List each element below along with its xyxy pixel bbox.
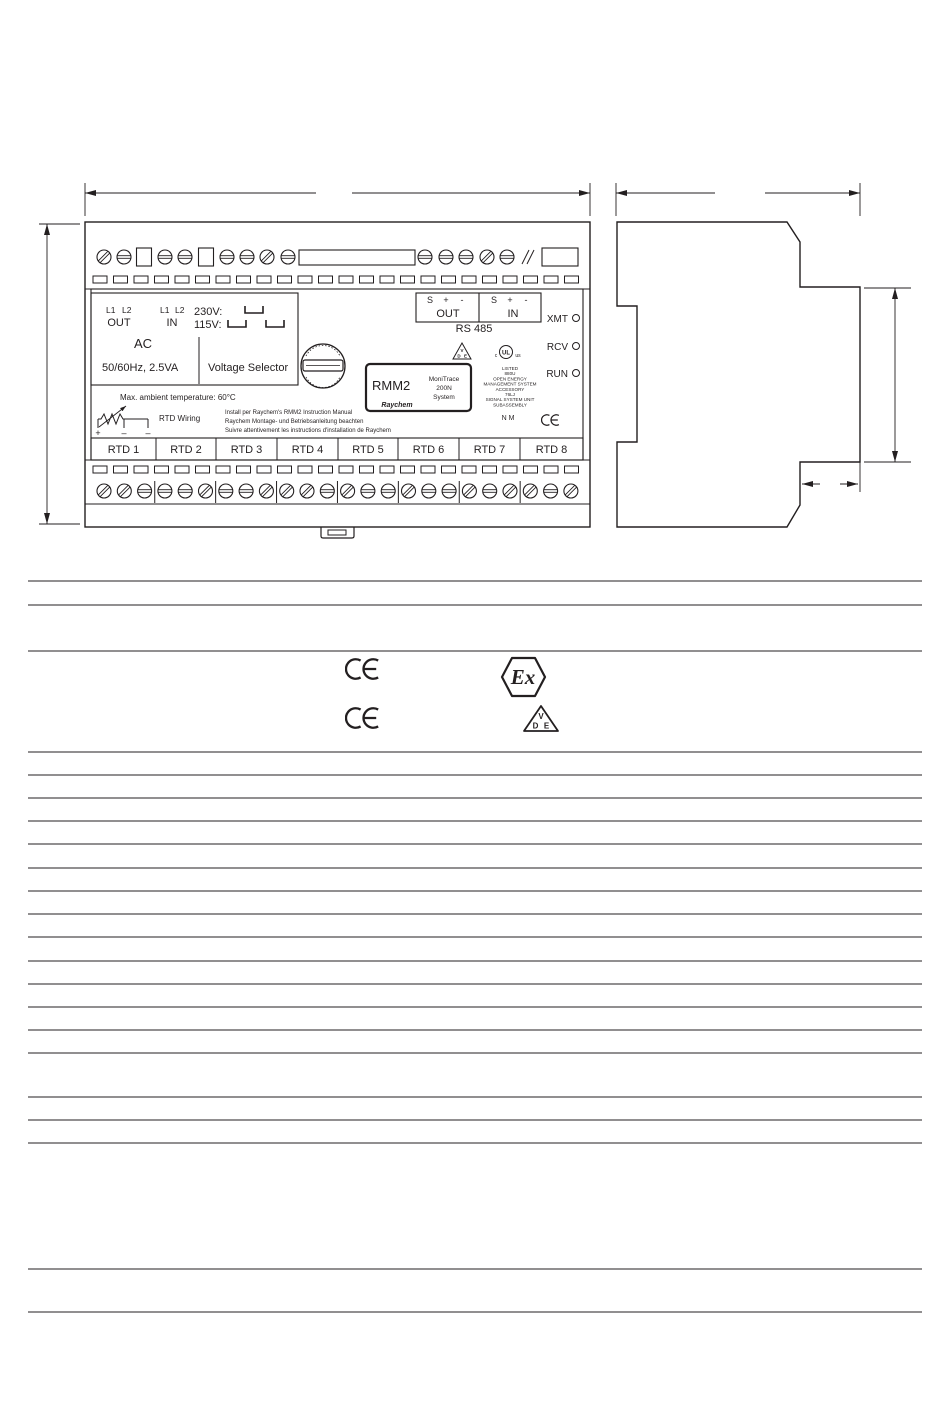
vde-letter: V xyxy=(460,348,464,353)
listing-line: 880U xyxy=(504,371,516,377)
marker-slot xyxy=(134,466,148,473)
rtd-channel-label: RTD 3 xyxy=(230,444,263,456)
front-view-drawing xyxy=(39,183,590,538)
system-line: 200N xyxy=(436,385,452,392)
terminal-screw-icon xyxy=(418,250,432,264)
terminal-screw-icon xyxy=(500,250,514,264)
terminal-blank-block xyxy=(137,248,152,266)
front-step-height-dimension xyxy=(864,288,911,462)
rtd-channel-label: RTD 2 xyxy=(170,444,202,456)
din-rail-clip xyxy=(321,527,354,538)
voltage-selector-label: Voltage Selector xyxy=(208,362,289,374)
marker-slot xyxy=(216,276,230,283)
bottom-terminal-row xyxy=(94,481,581,503)
terminal-screw-icon xyxy=(281,250,295,264)
rs485-in-pin: - xyxy=(524,295,528,305)
marker-slot xyxy=(134,276,148,283)
rs485-box xyxy=(416,293,541,335)
run-led-icon xyxy=(573,370,580,377)
ul-letters: UL xyxy=(502,350,510,357)
front-height-dimension xyxy=(39,224,80,524)
rtd-terminal-sign: – xyxy=(145,428,151,438)
vde-letter: E xyxy=(543,721,550,731)
ce-mark-icon xyxy=(346,659,378,679)
terminal-screw-icon xyxy=(219,484,233,498)
rtd-channel-label: RTD 8 xyxy=(535,444,568,456)
terminal-screw-icon xyxy=(196,481,216,501)
terminal-screw-icon xyxy=(422,484,436,498)
terminal-screw-icon xyxy=(399,481,419,501)
rs485-out-pin: - xyxy=(460,295,464,305)
terminal-screw-icon xyxy=(239,484,253,498)
listing-line: 76LJ xyxy=(505,392,515,397)
specification-table xyxy=(28,581,922,1312)
terminal-screw-icon xyxy=(240,250,254,264)
marker-slot xyxy=(462,276,476,283)
rcv-label: RCV xyxy=(546,342,568,353)
vde-mark-small-icon xyxy=(453,343,471,359)
terminal-screw-icon xyxy=(338,481,358,501)
rtd-terminal-sign: – xyxy=(121,428,127,438)
side-profile-outline xyxy=(617,222,860,527)
side-depth-dimension xyxy=(616,183,860,216)
terminal-screw-icon xyxy=(178,484,192,498)
listing-line: OPEN ENERGY xyxy=(493,376,527,382)
marker-slot xyxy=(155,276,169,283)
power-out-label: OUT xyxy=(107,317,131,329)
rcv-led-icon xyxy=(573,343,580,350)
listing-line: ACCESSORY xyxy=(495,386,525,392)
terminal-screw-icon xyxy=(94,481,114,501)
vde-letter: D xyxy=(457,353,461,359)
terminal-screw-icon xyxy=(561,481,581,501)
ul-c: c xyxy=(494,353,498,359)
marker-slot xyxy=(401,466,415,473)
marker-slot xyxy=(483,276,497,283)
marker-slot xyxy=(93,276,107,283)
listing-line: LISTED xyxy=(501,366,519,371)
marker-slot xyxy=(565,466,579,473)
marker-slot xyxy=(237,466,251,473)
install-note: Install per Raychem's RMM2 Instruction Manual xyxy=(225,410,353,416)
marker-slot xyxy=(544,276,558,283)
rs485-in-pin: S xyxy=(490,295,498,305)
terminal-screw-icon xyxy=(460,481,480,501)
rs485-out-label: OUT xyxy=(436,308,460,320)
marker-slot xyxy=(196,466,210,473)
marker-slot xyxy=(462,466,476,473)
marker-slot xyxy=(175,466,189,473)
marker-slot xyxy=(503,466,517,473)
marker-slot xyxy=(401,276,415,283)
terminal-screw-icon xyxy=(94,247,114,267)
marker-slot xyxy=(175,276,189,283)
rtd-channel-label: RTD 5 xyxy=(352,444,384,456)
marker-slot xyxy=(114,276,128,283)
side-view-drawing xyxy=(616,183,911,527)
terminal-screw-icon xyxy=(381,484,395,498)
rtd-wiring-label: RTD Wiring xyxy=(159,414,201,423)
ce-mark-icon xyxy=(542,415,559,426)
marker-slot xyxy=(237,276,251,283)
terminal-screw-icon xyxy=(158,250,172,264)
rs485-out-pin: S xyxy=(426,295,434,305)
marker-slot xyxy=(360,276,374,283)
marker-slot xyxy=(380,466,394,473)
marker-slot xyxy=(421,276,435,283)
marker-slot xyxy=(278,466,292,473)
marker-slot xyxy=(257,466,271,473)
run-label: RUN xyxy=(546,369,568,380)
rs485-in-label: IN xyxy=(507,308,519,320)
vde-mark-icon xyxy=(524,706,558,731)
terminal-screw-icon xyxy=(117,250,131,264)
rtd-channel-label: RTD 7 xyxy=(473,444,506,456)
marker-slot xyxy=(93,466,107,473)
rtd-terminal-sign: + xyxy=(95,428,101,438)
terminal-blank-block xyxy=(199,248,214,266)
bottom-marker-strip xyxy=(93,466,579,473)
rs485-in-pin: + xyxy=(507,295,513,305)
terminal-screw-icon xyxy=(257,247,277,267)
marker-slot xyxy=(257,276,271,283)
xmt-label: XMT xyxy=(546,314,568,325)
marker-slot xyxy=(278,276,292,283)
power-label-box xyxy=(91,293,298,385)
ambient-temperature-note: Max. ambient temperature: 60°C xyxy=(120,393,236,402)
vde-letter: D xyxy=(532,721,539,731)
marker-slot xyxy=(380,276,394,283)
rtd-channel-label: RTD 4 xyxy=(291,444,324,456)
power-rating: 50/60Hz, 2.5VA xyxy=(102,362,179,374)
power-in-label: IN xyxy=(166,317,178,329)
marker-slot xyxy=(339,276,353,283)
in-l1-label: L1 xyxy=(160,305,170,315)
top-terminal-block xyxy=(542,248,578,266)
ul-listing-mark-icon xyxy=(495,346,521,360)
voltage-230-label: 230V: xyxy=(194,306,223,318)
model-name: RMM2 xyxy=(372,378,411,393)
marker-slot xyxy=(442,276,456,283)
rtd-channel-label: RTD 6 xyxy=(412,444,445,456)
ac-label: AC xyxy=(133,336,153,351)
marker-slot xyxy=(544,466,558,473)
product-label xyxy=(366,364,471,411)
marker-slot xyxy=(196,276,210,283)
terminal-screw-icon xyxy=(361,484,375,498)
marker-slot xyxy=(319,466,333,473)
marker-slot xyxy=(114,466,128,473)
listing-text-block xyxy=(483,366,536,407)
marker-slot xyxy=(565,276,579,283)
double-slash-icon xyxy=(522,250,534,264)
system-line: MoniTrace xyxy=(428,376,460,383)
marker-slot xyxy=(155,466,169,473)
terminal-screw-icon xyxy=(114,481,134,501)
terminal-screw-icon xyxy=(500,481,520,501)
terminal-screw-icon xyxy=(483,484,497,498)
listing-line: SUBASSEMBLY xyxy=(493,402,527,408)
jumper-230-icon xyxy=(245,306,263,313)
terminal-screw-icon xyxy=(158,484,172,498)
front-step-depth-dimension xyxy=(802,462,860,492)
terminal-screw-icon xyxy=(459,250,473,264)
terminal-screw-icon xyxy=(257,481,277,501)
rs485-label: RS 485 xyxy=(455,323,493,335)
in-l2-label: L2 xyxy=(175,305,185,315)
marker-slot xyxy=(503,276,517,283)
marker-slot xyxy=(216,466,230,473)
marker-slot xyxy=(483,466,497,473)
out-l2-label: L2 xyxy=(122,305,132,315)
front-width-dimension xyxy=(85,183,590,216)
marker-slot xyxy=(421,466,435,473)
terminal-screw-icon xyxy=(477,247,497,267)
vde-letter: V xyxy=(538,712,544,721)
marker-slot xyxy=(319,276,333,283)
system-line: System xyxy=(433,394,455,401)
terminal-screw-icon xyxy=(178,250,192,264)
vde-letter: E xyxy=(463,353,468,359)
ex-mark-icon xyxy=(502,658,545,696)
terminal-screw-icon xyxy=(320,484,334,498)
rtd-wiring-symbol-icon xyxy=(95,406,150,438)
top-marker-strip xyxy=(93,276,579,283)
terminal-screw-icon xyxy=(520,481,540,501)
listing-line: MANAGEMENT SYSTEM xyxy=(483,381,537,387)
terminal-screw-icon xyxy=(220,250,234,264)
listing-line: SIGNAL SYSTEM UNIT xyxy=(485,397,535,403)
terminal-screw-icon xyxy=(297,481,317,501)
rtd-channel-label: RTD 1 xyxy=(107,444,140,456)
marker-slot xyxy=(442,466,456,473)
voltage-115-label: 115V: xyxy=(194,319,222,331)
terminal-screw-icon xyxy=(277,481,297,501)
brand-logo: Raychem xyxy=(381,402,413,409)
marker-slot xyxy=(524,466,538,473)
marker-slot xyxy=(339,466,353,473)
terminal-screw-icon xyxy=(544,484,558,498)
ul-us: us xyxy=(515,353,521,359)
out-l1-label: L1 xyxy=(106,305,116,315)
install-note: Suivre attentivement les instructions d'installation de Raychem xyxy=(225,428,391,434)
install-note: Raychem Montage- und Betriebsanleitung beachten xyxy=(225,419,364,425)
ce-mark-icon xyxy=(346,708,378,728)
marker-slot xyxy=(298,276,312,283)
nm-label: N M xyxy=(501,415,515,422)
rs485-out-pin: + xyxy=(443,295,449,305)
terminal-screw-icon xyxy=(442,484,456,498)
terminal-screw-icon xyxy=(138,484,152,498)
marker-slot xyxy=(298,466,312,473)
xmt-led-icon xyxy=(573,315,580,322)
terminal-screw-icon xyxy=(439,250,453,264)
voltage-selector-knob-icon xyxy=(301,344,345,388)
rtd-channel-row xyxy=(91,438,583,460)
status-indicators xyxy=(546,314,579,380)
ex-mark-letters: Ex xyxy=(510,665,536,689)
marker-slot xyxy=(524,276,538,283)
jumper-115-icon xyxy=(228,320,284,327)
top-label-strip xyxy=(299,250,415,265)
marker-slot xyxy=(360,466,374,473)
